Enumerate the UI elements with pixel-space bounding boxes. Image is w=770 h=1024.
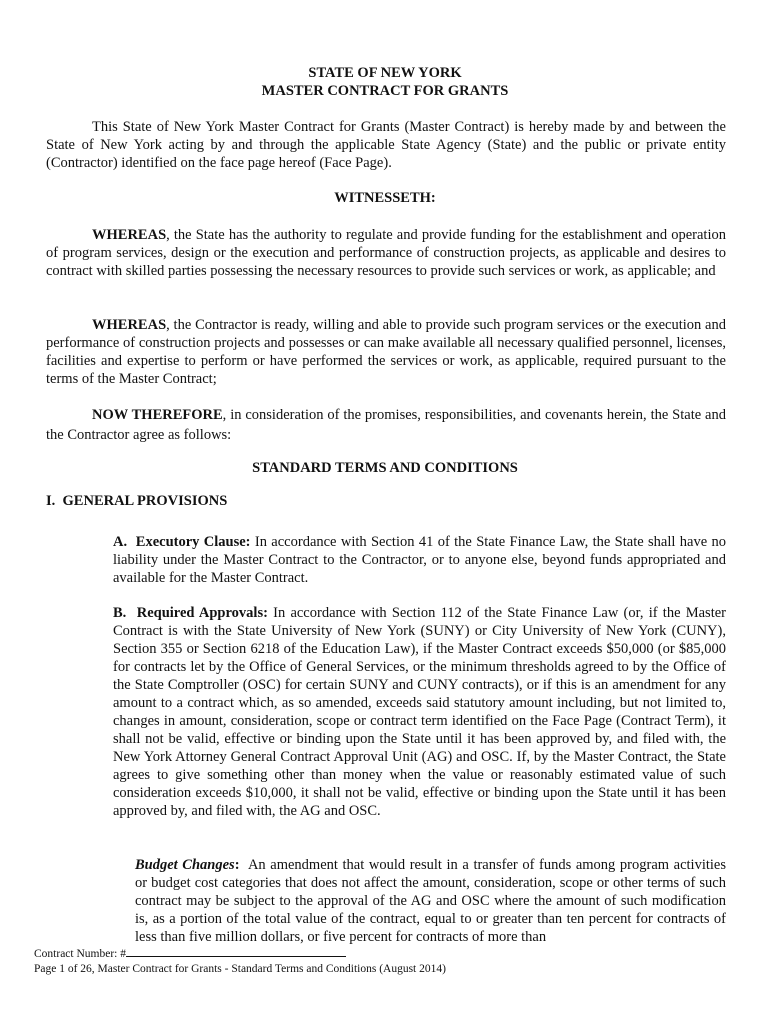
section-i-heading: I. GENERAL PROVISIONS	[46, 493, 228, 509]
clause-a-text: In accordance with Section 41 of the State Finance Law, the State shall have no liability under the Master Contract to the Contractor, or to anyone else, beyond funds appropriated and available for the Master Contract.	[113, 534, 726, 586]
document-title-line1: STATE OF NEW YORK	[308, 65, 462, 81]
budget-changes-colon: :	[234, 857, 240, 873]
budget-changes-paragraph	[135, 856, 730, 946]
footer-contract-number	[34, 946, 346, 961]
whereas-lead-1: WHEREAS	[92, 227, 167, 243]
now-therefore-paragraph	[46, 405, 726, 445]
budget-changes-lead: Budget Changes	[135, 857, 235, 873]
clause-a-paragraph	[113, 533, 726, 587]
whereas-text-2: , the Contractor is ready, willing and able to provide such program services or the execution and performance of construction projects and possesses or can make available all necessary qualified personnel, licenses, facilities and expertise to perform or have performed the services or work, as applicable, required pursuant to the terms of the Master Contract;	[46, 317, 726, 387]
budget-changes-text: An amendment that would result in a transfer of funds among program activities or budget cost categories that does not affect the amount, consideration, scope or other terms of such contract may be subject to the approval of the AG and OSC where the amount of such modification is, as a portion of the total value of the contract, equal to or greater than ten percent for contracts of less than five million dollars, or five percent for contracts of more than	[135, 857, 730, 945]
intro-text: This State of New York Master Contract for Grants (Master Contract) is hereby made by and between the State of New York acting by and through the applicable State Agency (State) and the public or private entity (Contractor) identified on the face page hereof (Face Page).	[46, 119, 726, 171]
whereas-paragraph-2	[46, 316, 726, 388]
witnesseth-heading: WITNESSETH:	[334, 190, 436, 206]
clause-a-lead: A. Executory Clause:	[113, 534, 251, 550]
now-therefore-lead: NOW THEREFORE	[92, 407, 223, 423]
clause-b-paragraph	[113, 604, 726, 820]
contract-number-label: Contract Number: #	[34, 948, 126, 960]
document-title-line2: MASTER CONTRACT FOR GRANTS	[261, 83, 509, 99]
clause-b-text: In accordance with Section 112 of the State Finance Law (or, if the Master Contract is with the State University of New York (SUNY) or City University of New York (CUNY), Section 355 or Section 6218 of the Education Law), if the Master Contract exceeds $50,000 (or $85,000 for contracts let by the Office of General Services, or the minimum thresholds agreed to by the Office of the State Comptroller (OSC) for certain SUNY and CUNY contracts), or if this is an amendment for any amount to a contract which, as so amended, exceeds said statutory amount including, but not limited to, changes in amount, consideration, scope or contract term identified on the Face Page (Contract Term), it shall not be valid, effective or binding upon the State until it has been approved by, and filed with, the New York Attorney General Contract Approval Unit (AG) and OSC. If, by the Master Contract, the State agrees to give something other than money when the value or reasonably estimated value of such consideration exceeds $10,000, it shall not be valid, effective or binding upon the State until it has been approved by, and filed with, the AG and OSC.	[113, 605, 726, 819]
intro-paragraph	[46, 118, 726, 172]
standard-terms-heading: STANDARD TERMS AND CONDITIONS	[252, 460, 518, 476]
clause-b-lead: B. Required Approvals:	[113, 605, 268, 621]
whereas-lead-2: WHEREAS	[92, 317, 167, 333]
contract-number-blank	[126, 946, 346, 957]
whereas-text-1: , the State has the authority to regulate and provide funding for the establishment and operation of program services, design or the execution and performance of construction projects, as applicable and desires to contract with skilled parties possessing the necessary resources to provide such services or work, as applicable; and	[46, 227, 726, 279]
whereas-paragraph-1	[46, 226, 726, 280]
footer-page-info: Page 1 of 26, Master Contract for Grants - Standard Terms and Conditions (August 2014)	[34, 963, 446, 975]
now-therefore-text: , in consideration of the promises, responsibilities, and covenants herein, the State and the Contractor agree as follows:	[46, 407, 726, 443]
